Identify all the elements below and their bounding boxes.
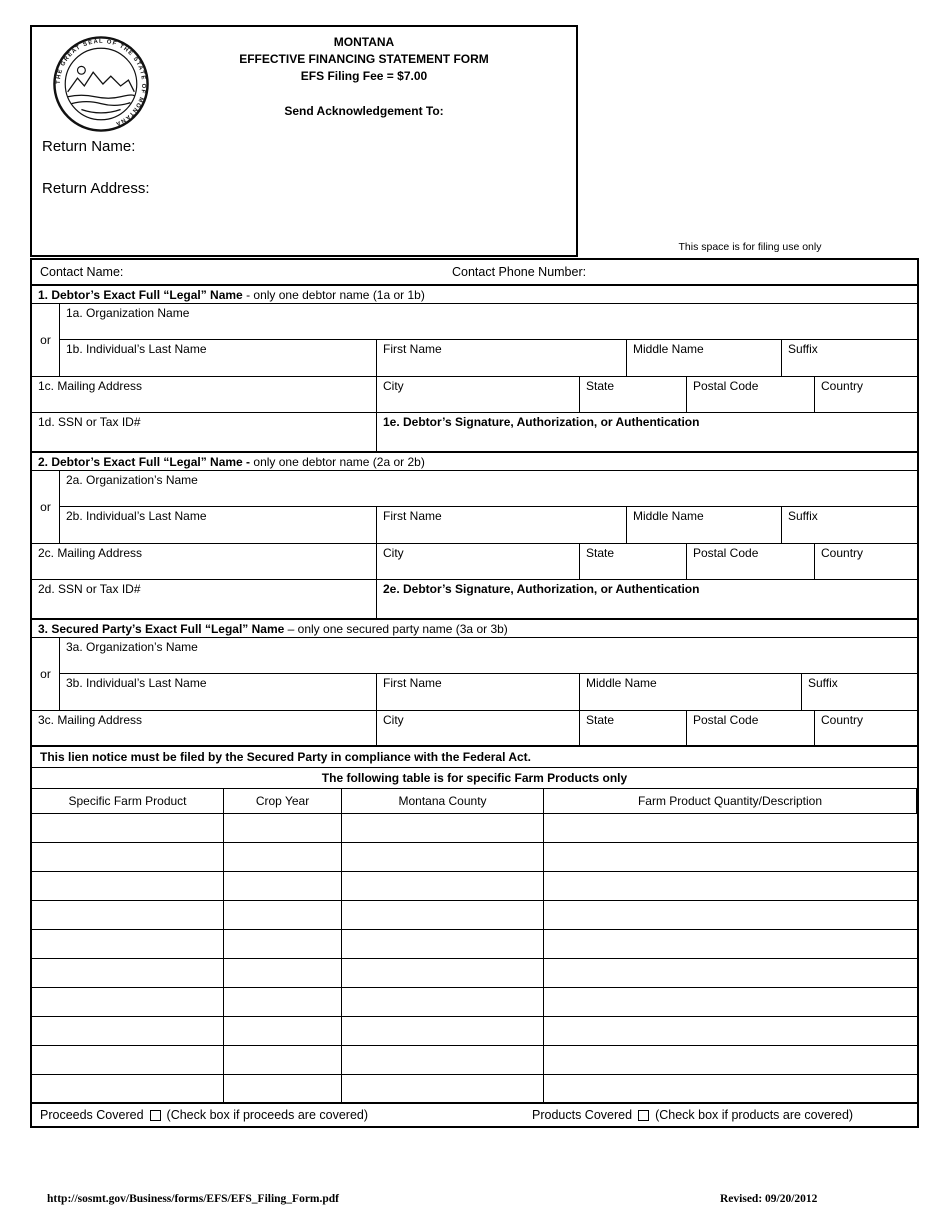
section-2-name-block: [32, 471, 917, 544]
farm-cell-county[interactable]: [342, 843, 544, 871]
field-label: First Name: [383, 509, 442, 523]
field-label: City: [383, 546, 404, 560]
proceeds-checkbox[interactable]: [150, 1110, 161, 1121]
farm-cell-description[interactable]: [544, 988, 917, 1016]
field-1b-last-name[interactable]: [60, 340, 377, 376]
return-name-label: Return Name:: [42, 138, 136, 155]
field-label: Suffix: [808, 676, 838, 690]
column-header-crop-year: Crop Year: [224, 789, 342, 813]
section-3-name-block: [32, 638, 917, 711]
field-label: 2d. SSN or Tax ID#: [38, 582, 141, 596]
contact-name-field[interactable]: [32, 260, 452, 284]
coverage-row: [32, 1104, 917, 1126]
field-1d-ssn-tax-id[interactable]: [32, 413, 377, 451]
section-1-name-block: [32, 304, 917, 377]
montana-state-seal-icon: [52, 35, 150, 133]
field-label: 2e. Debtor’s Signature, Authorization, or Authentication: [383, 582, 700, 596]
farm-cell-crop-year[interactable]: [224, 1046, 342, 1074]
farm-cell-product[interactable]: [32, 814, 224, 842]
field-label: City: [383, 379, 404, 393]
field-label: Postal Code: [693, 546, 759, 560]
farm-cell-product[interactable]: [32, 988, 224, 1016]
contact-phone-label: Contact Phone Number:: [452, 265, 587, 279]
field-label: Country: [821, 379, 864, 393]
farm-cell-product[interactable]: [32, 872, 224, 900]
farm-cell-crop-year[interactable]: [224, 814, 342, 842]
column-header-description: Farm Product Quantity/Description: [544, 789, 917, 813]
field-label: 1d. SSN or Tax ID#: [38, 415, 141, 429]
form-source-url: http://sosmt.gov/Business/forms/EFS/EFS_Filing_Form.pdf: [47, 1193, 340, 1205]
field-3-suffix[interactable]: [802, 674, 917, 710]
field-2e-signature[interactable]: [377, 580, 917, 618]
farm-table-row: [32, 843, 917, 872]
field-3c-mailing-address[interactable]: [32, 711, 377, 745]
field-2-city[interactable]: [377, 544, 580, 579]
contact-name-label: Contact Name:: [40, 265, 124, 279]
field-2d-ssn-tax-id[interactable]: [32, 580, 377, 618]
field-2-first-name[interactable]: [377, 507, 627, 543]
field-1-city[interactable]: [377, 377, 580, 412]
farm-cell-crop-year[interactable]: [224, 901, 342, 929]
field-label: 3c. Mailing Address: [38, 713, 143, 727]
send-acknowledgement-label: Send Acknowledgement To:: [284, 104, 444, 118]
field-label: Middle Name: [633, 342, 704, 356]
farm-cell-county[interactable]: [342, 959, 544, 987]
farm-cell-product[interactable]: [32, 959, 224, 987]
farm-cell-county[interactable]: [342, 988, 544, 1016]
field-3a-organization-name[interactable]: [60, 638, 917, 674]
field-label: First Name: [383, 676, 442, 690]
field-1c-mailing-address[interactable]: [32, 377, 377, 412]
field-2c-mailing-address[interactable]: [32, 544, 377, 579]
section-2-heading: [32, 453, 917, 471]
farm-table-caption: The following table is for specific Farm Products only: [32, 768, 917, 789]
filing-fee: EFS Filing Fee = $7.00: [300, 69, 428, 83]
revised-date: Revised: 09/20/2012: [720, 1193, 818, 1205]
field-1-postal-code[interactable]: [687, 377, 815, 412]
farm-cell-product[interactable]: [32, 1017, 224, 1045]
field-label: Country: [821, 713, 864, 727]
field-3-city[interactable]: [377, 711, 580, 745]
contact-phone-field[interactable]: [452, 260, 917, 284]
section-2-id-row: [32, 580, 917, 620]
field-3-first-name[interactable]: [377, 674, 580, 710]
farm-table-row: [32, 1075, 917, 1104]
section-2-heading-rest: only one debtor name (2a or 2b): [250, 455, 425, 469]
field-label: 2b. Individual’s Last Name: [66, 509, 207, 523]
farm-cell-crop-year[interactable]: [224, 843, 342, 871]
farm-cell-description[interactable]: [544, 930, 917, 958]
field-2b-last-name[interactable]: [60, 507, 377, 543]
field-2-middle-name[interactable]: [627, 507, 782, 543]
farm-cell-crop-year[interactable]: [224, 1017, 342, 1045]
or-connector-label: or: [32, 638, 60, 710]
field-label: 1e. Debtor’s Signature, Authorization, or Authentication: [383, 415, 700, 429]
field-3-country[interactable]: [815, 711, 917, 745]
column-header-county: Montana County: [342, 789, 544, 813]
field-1-state[interactable]: [580, 377, 687, 412]
farm-cell-crop-year[interactable]: [224, 872, 342, 900]
farm-cell-crop-year[interactable]: [224, 959, 342, 987]
farm-table-row: [32, 1017, 917, 1046]
field-label: 1c. Mailing Address: [38, 379, 143, 393]
field-label: 3a. Organization’s Name: [66, 640, 198, 654]
section-3-heading-bold: 3. Secured Party’s Exact Full “Legal” Name: [38, 622, 285, 636]
farm-cell-county[interactable]: [342, 1017, 544, 1045]
section-3-address-row: [32, 711, 917, 747]
header-box: [30, 25, 578, 257]
farm-cell-county[interactable]: [342, 1075, 544, 1102]
section-1-heading-bold: 1. Debtor’s Exact Full “Legal” Name: [38, 288, 243, 302]
field-3-middle-name[interactable]: [580, 674, 802, 710]
field-label: 1a. Organization Name: [66, 306, 190, 320]
farm-table-header: [32, 789, 917, 814]
or-connector-label: or: [32, 304, 60, 376]
field-label: First Name: [383, 342, 442, 356]
farm-cell-description[interactable]: [544, 1046, 917, 1074]
field-label: 3b. Individual’s Last Name: [66, 676, 207, 690]
section-2-address-row: [32, 544, 917, 580]
field-label: City: [383, 713, 404, 727]
field-label: Postal Code: [693, 713, 759, 727]
form-title-block: [152, 27, 576, 120]
farm-cell-product[interactable]: [32, 901, 224, 929]
state-title: MONTANA: [333, 35, 395, 49]
farm-cell-description[interactable]: [544, 901, 917, 929]
farm-cell-crop-year[interactable]: [224, 1075, 342, 1102]
field-label: Postal Code: [693, 379, 759, 393]
field-label: 1b. Individual’s Last Name: [66, 342, 207, 356]
farm-table-row: [32, 930, 917, 959]
farm-cell-crop-year[interactable]: [224, 988, 342, 1016]
or-connector-label: or: [32, 471, 60, 543]
farm-table-row: [32, 901, 917, 930]
farm-cell-county[interactable]: [342, 872, 544, 900]
field-label: Suffix: [788, 342, 818, 356]
farm-cell-product[interactable]: [32, 843, 224, 871]
field-label: Middle Name: [633, 509, 704, 523]
field-3-state[interactable]: [580, 711, 687, 745]
efs-form-table: [30, 258, 919, 1128]
proceeds-covered-note: (Check box if proceeds are covered): [166, 1108, 369, 1122]
field-1-middle-name[interactable]: [627, 340, 782, 376]
products-covered-group: [532, 1108, 853, 1122]
section-1-address-row: [32, 377, 917, 413]
contact-row: [32, 260, 917, 286]
proceeds-covered-label: Proceeds Covered: [40, 1108, 144, 1122]
seal-arc-text: THE GREAT SEAL OF THE STATE OF MONTANA: [55, 38, 147, 127]
section-1-heading-rest: - only one debtor name (1a or 1b): [242, 288, 425, 302]
farm-cell-county[interactable]: [342, 814, 544, 842]
farm-table-row: [32, 988, 917, 1017]
field-3b-last-name[interactable]: [60, 674, 377, 710]
field-label: Country: [821, 546, 864, 560]
farm-cell-crop-year[interactable]: [224, 930, 342, 958]
farm-cell-description[interactable]: [544, 814, 917, 842]
field-label: Middle Name: [586, 676, 657, 690]
farm-table-row: [32, 959, 917, 988]
field-3-postal-code[interactable]: [687, 711, 815, 745]
section-2-heading-bold: 2. Debtor’s Exact Full “Legal” Name -: [38, 455, 251, 469]
farm-cell-description[interactable]: [544, 872, 917, 900]
form-title: EFFECTIVE FINANCING STATEMENT FORM: [239, 52, 489, 66]
farm-cell-county[interactable]: [342, 1046, 544, 1074]
products-covered-label: Products Covered: [532, 1108, 633, 1122]
field-2-suffix[interactable]: [782, 507, 917, 543]
products-covered-note: (Check box if products are covered): [655, 1108, 854, 1122]
field-label: State: [586, 713, 615, 727]
field-label: State: [586, 546, 615, 560]
field-1-suffix[interactable]: [782, 340, 917, 376]
farm-cell-description[interactable]: [544, 1075, 917, 1102]
column-header-product: Specific Farm Product: [32, 789, 224, 813]
section-3-heading: [32, 620, 917, 638]
lien-notice: This lien notice must be filed by the Secured Party in compliance with the Federal Act.: [32, 747, 917, 768]
section-3-heading-rest: – only one secured party name (3a or 3b): [284, 622, 508, 636]
farm-cell-county[interactable]: [342, 930, 544, 958]
field-2-country[interactable]: [815, 544, 917, 579]
field-label: 2a. Organization’s Name: [66, 473, 198, 487]
field-label: State: [586, 379, 615, 393]
field-label: 2c. Mailing Address: [38, 546, 143, 560]
farm-table-row: [32, 872, 917, 901]
field-2-postal-code[interactable]: [687, 544, 815, 579]
return-address-label: Return Address:: [42, 180, 150, 197]
farm-cell-product[interactable]: [32, 1075, 224, 1102]
farm-cell-description[interactable]: [544, 843, 917, 871]
farm-cell-product[interactable]: [32, 1046, 224, 1074]
field-2-state[interactable]: [580, 544, 687, 579]
field-1-country[interactable]: [815, 377, 917, 412]
farm-cell-description[interactable]: [544, 1017, 917, 1045]
field-1a-organization-name[interactable]: [60, 304, 917, 340]
field-label: Suffix: [788, 509, 818, 523]
farm-cell-product[interactable]: [32, 930, 224, 958]
products-checkbox[interactable]: [638, 1110, 649, 1121]
filing-use-note: This space is for filing use only: [678, 241, 822, 253]
field-1-first-name[interactable]: [377, 340, 627, 376]
field-1e-signature[interactable]: [377, 413, 917, 451]
farm-table-row: [32, 1046, 917, 1075]
field-2a-organization-name[interactable]: [60, 471, 917, 507]
section-1-id-row: [32, 413, 917, 453]
section-1-heading: [32, 286, 917, 304]
farm-cell-description[interactable]: [544, 959, 917, 987]
farm-table-row: [32, 814, 917, 843]
farm-cell-county[interactable]: [342, 901, 544, 929]
